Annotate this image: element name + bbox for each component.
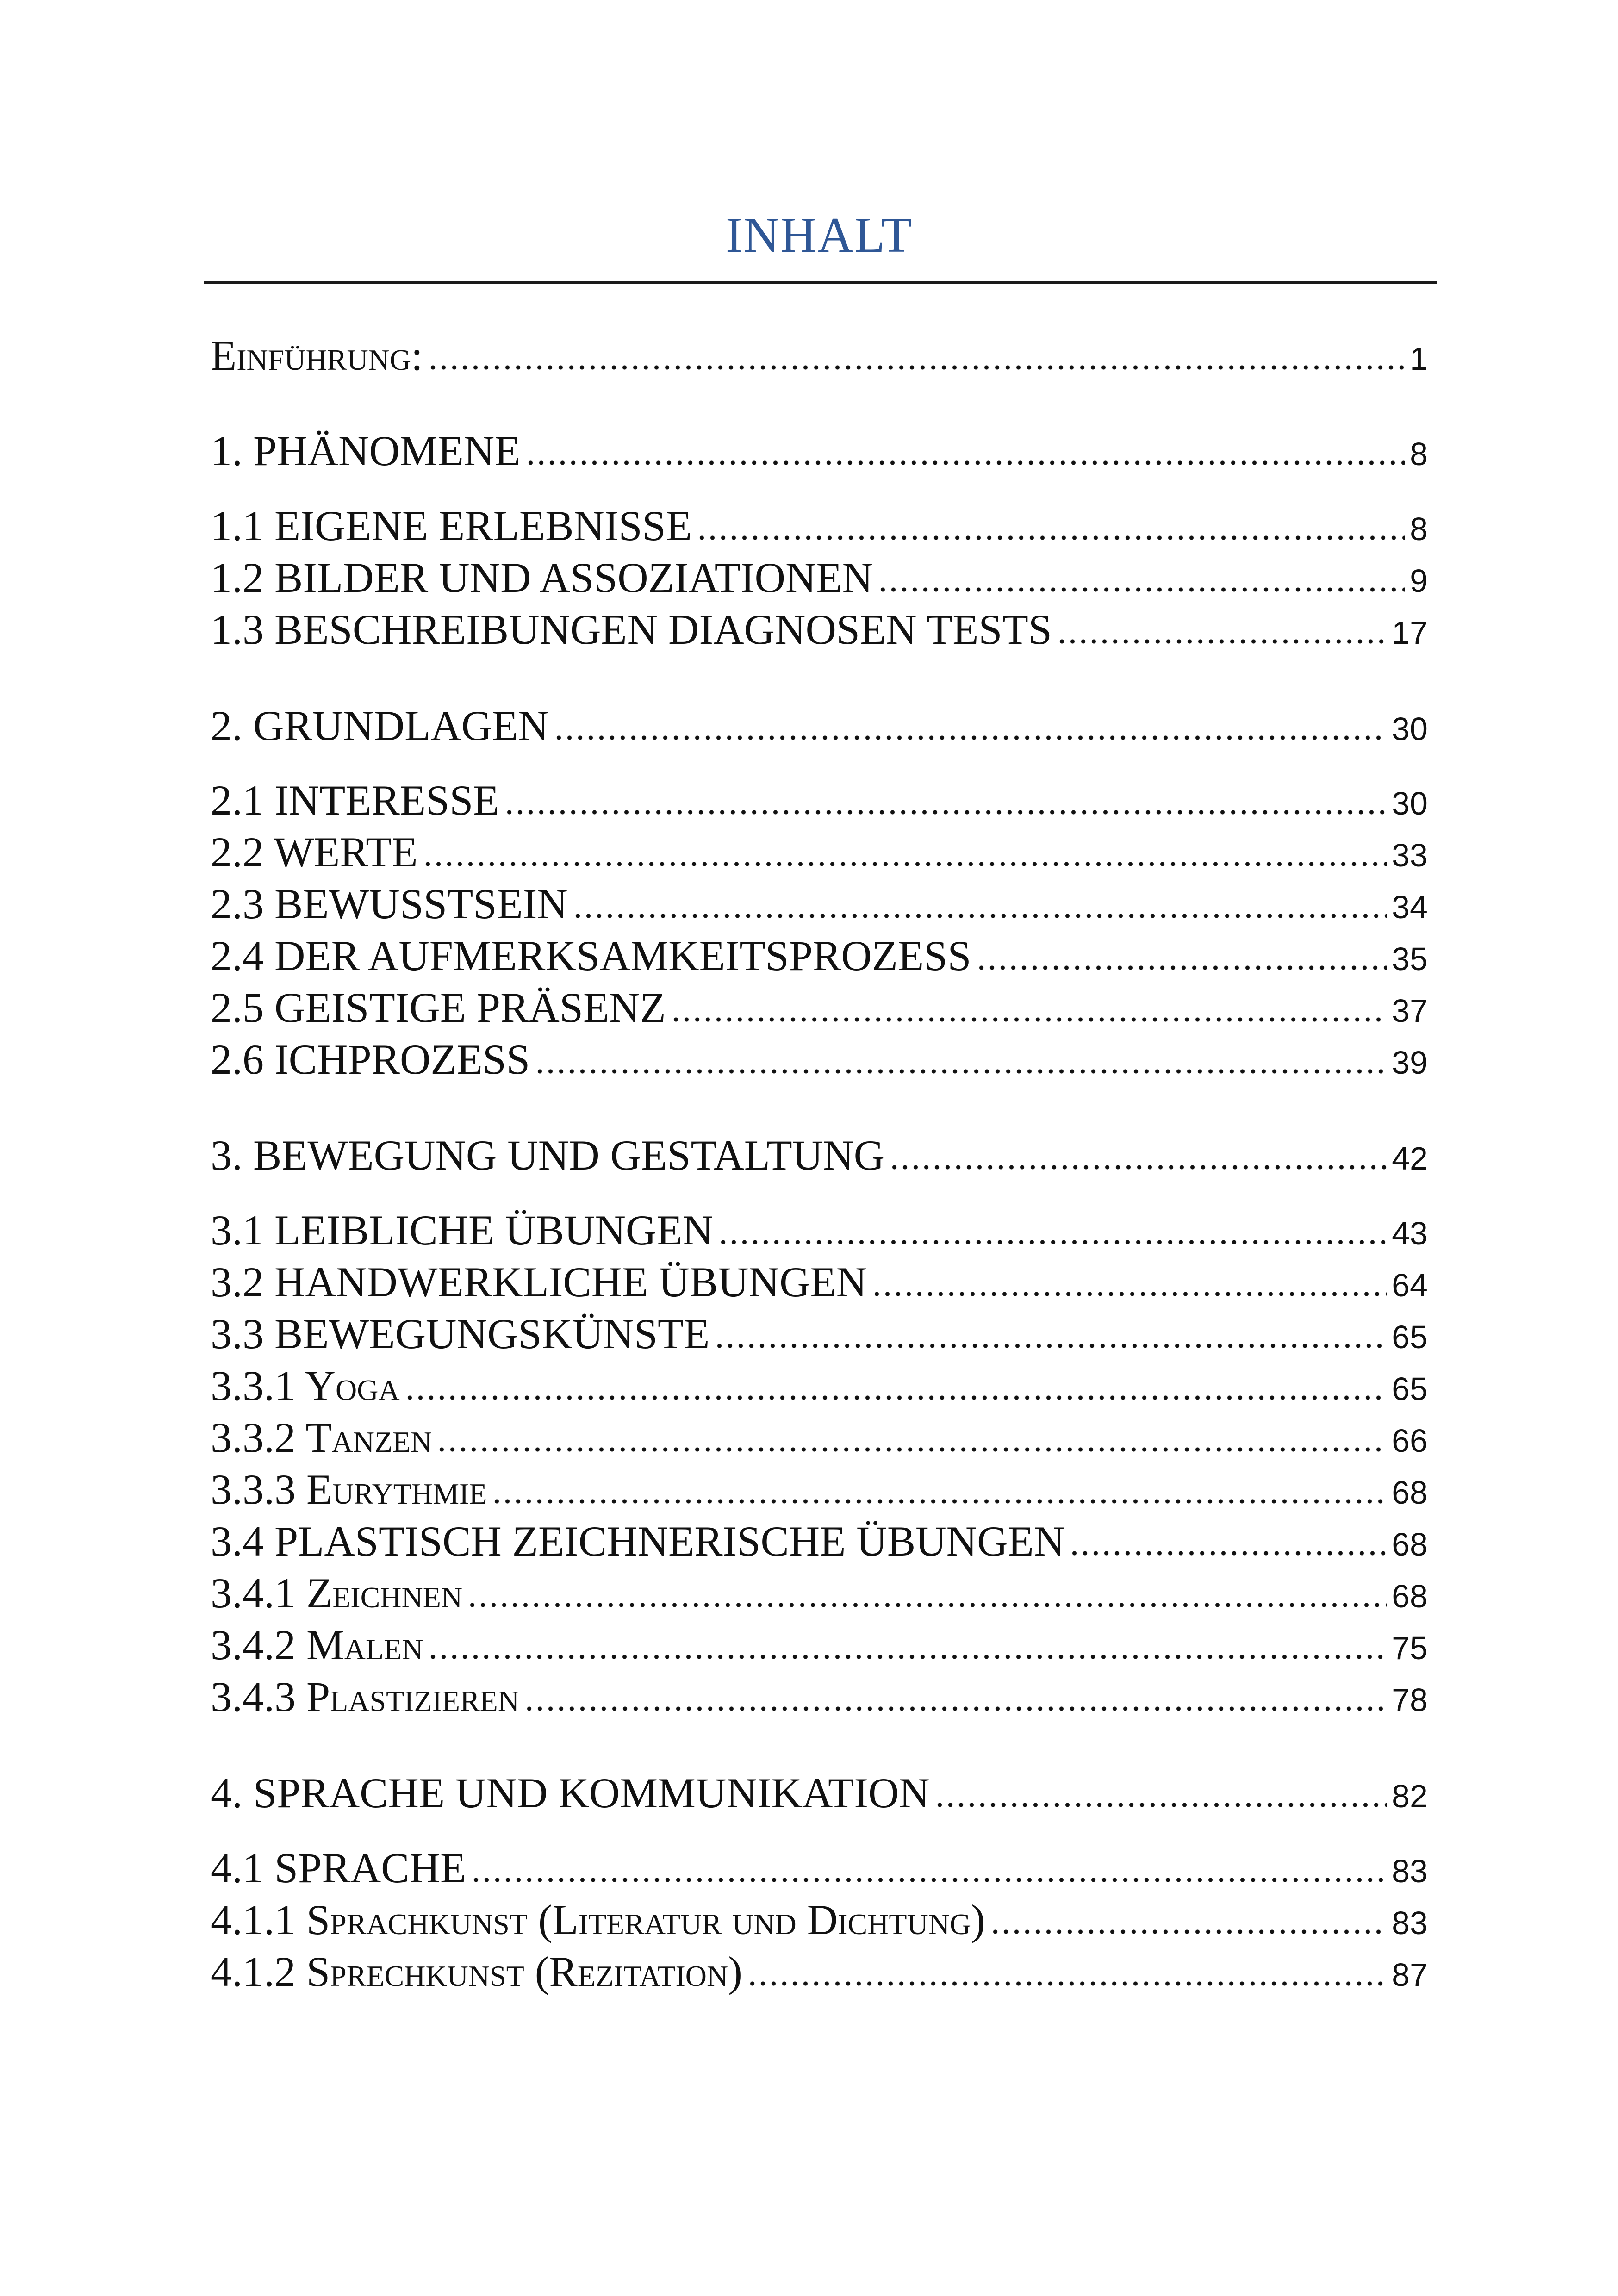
toc-entry[interactable]	[211, 1621, 1428, 1668]
toc-entry[interactable]	[211, 1569, 1428, 1617]
dot-leader	[718, 1227, 1387, 1244]
dot-leader	[877, 575, 1405, 592]
toc-page-number: 42	[1392, 1140, 1428, 1176]
dot-leader	[428, 353, 1405, 370]
toc-entry-label: 2.3 BEWUSSTSEIN	[211, 880, 568, 927]
toc-entry[interactable]	[211, 704, 1428, 747]
dot-leader	[573, 901, 1387, 918]
toc-entry[interactable]	[211, 1950, 1428, 1993]
dot-leader	[404, 1383, 1387, 1400]
toc-entry-label: 1.3 BESCHREIBUNGEN DIAGNOSEN TESTS	[211, 606, 1052, 653]
toc-entry[interactable]	[211, 334, 1428, 377]
dot-leader	[747, 1969, 1387, 1986]
dot-leader	[492, 1487, 1387, 1504]
dot-leader	[671, 1005, 1387, 1022]
toc-entry[interactable]	[211, 1364, 1428, 1407]
dot-leader	[1057, 627, 1387, 644]
page-title: INHALT	[726, 208, 913, 263]
dot-leader	[554, 723, 1387, 740]
toc-page-number: 68	[1392, 1578, 1428, 1614]
toc-entry-label: 2. GRUNDLAGEN	[211, 702, 549, 749]
toc-entry[interactable]	[211, 1898, 1428, 1941]
toc-entry-label: 4.1.1 Sprachkunst (Literatur und Dichtung)	[211, 1896, 985, 1943]
dot-leader	[697, 523, 1405, 540]
toc-entry-label: 3.4.3 Plastizieren	[211, 1673, 519, 1720]
dot-leader	[990, 1917, 1387, 1934]
toc-page-number: 35	[1392, 941, 1428, 977]
toc-entry-label: 3.4.1 Zeichnen	[211, 1569, 463, 1617]
toc-entry[interactable]	[211, 880, 1428, 927]
toc-page-number: 43	[1392, 1215, 1428, 1251]
toc-entry[interactable]	[211, 1844, 1428, 1892]
toc-entry-label: 3.2 HANDWERKLICHE ÜBUNGEN	[211, 1258, 867, 1306]
toc-entry-label: 3.3 BEWEGUNGSKÜNSTE	[211, 1310, 710, 1357]
toc-page-number: 9	[1410, 563, 1428, 599]
dot-leader	[436, 1435, 1387, 1452]
toc-entry[interactable]	[211, 1258, 1428, 1306]
toc-page-number: 37	[1392, 993, 1428, 1029]
toc-page-number: 64	[1392, 1267, 1428, 1303]
dot-leader	[714, 1331, 1387, 1348]
dot-leader	[871, 1279, 1387, 1296]
toc-entry-label: 3. BEWEGUNG UND GESTALTUNG	[211, 1132, 885, 1179]
toc-page-number: 34	[1392, 889, 1428, 925]
toc-page-number: 17	[1392, 615, 1428, 651]
toc-page-number: 65	[1392, 1319, 1428, 1355]
toc-entry-label: 3.4 PLASTISCH ZEICHNERISCHE ÜBUNGEN	[211, 1518, 1065, 1565]
toc-page-number: 66	[1392, 1423, 1428, 1459]
toc-entry[interactable]	[211, 1468, 1428, 1511]
dot-leader	[467, 1590, 1387, 1607]
dot-leader	[504, 797, 1388, 815]
dot-leader	[889, 1152, 1387, 1170]
dot-leader	[976, 953, 1388, 970]
toc-entry[interactable]	[211, 1518, 1428, 1565]
toc-entry[interactable]	[211, 934, 1428, 977]
toc-entry-label: 1. PHÄNOMENE	[211, 427, 521, 474]
toc-entry[interactable]	[211, 1769, 1428, 1817]
dot-leader	[525, 448, 1406, 465]
toc-entry-label: 2.4 DER AUFMERKSAMKEITSPROZESS	[211, 932, 971, 979]
toc-page-number: 1	[1410, 341, 1428, 377]
toc-page-number: 30	[1392, 785, 1428, 821]
toc-entry-label: 2.2 WERTE	[211, 828, 418, 876]
toc-entry[interactable]	[211, 777, 1428, 824]
toc-entry-label: 3.1 LEIBLICHE ÜBUNGEN	[211, 1207, 713, 1254]
toc-entry-label: 3.3.2 Tanzen	[211, 1414, 432, 1461]
toc-entry[interactable]	[211, 556, 1428, 599]
toc-entry-label: 4.1 SPRACHE	[211, 1844, 467, 1892]
toc-entry-label: 3.3.3 Eurythmie	[211, 1466, 487, 1513]
toc-page-number: 68	[1392, 1475, 1428, 1511]
dot-leader	[1069, 1538, 1387, 1556]
toc-entry-label: 2.5 GEISTIGE PRÄSENZ	[211, 984, 666, 1031]
toc-entry-label: 4.1.2 Sprechkunst (Rezitation)	[211, 1948, 742, 1995]
toc-entry-label: 2.6 ICHPROZESS	[211, 1036, 530, 1083]
toc-entry[interactable]	[211, 1132, 1428, 1179]
toc-entry[interactable]	[211, 986, 1428, 1029]
toc-page-number: 8	[1410, 436, 1428, 472]
toc-entry[interactable]	[211, 608, 1428, 651]
toc-entry[interactable]	[211, 429, 1428, 472]
toc-page-number: 33	[1392, 837, 1428, 873]
toc-page-number: 39	[1392, 1045, 1428, 1081]
toc-entry-label: 1.1 EIGENE ERLEBNISSE	[211, 502, 692, 549]
toc-page-number: 68	[1392, 1526, 1428, 1562]
toc-entry[interactable]	[211, 504, 1428, 547]
toc-entry[interactable]	[211, 1038, 1428, 1081]
toc-page-number: 83	[1392, 1853, 1428, 1889]
toc-page-number: 8	[1410, 511, 1428, 547]
dot-leader	[524, 1694, 1387, 1711]
dot-leader	[428, 1642, 1387, 1659]
toc-entry-label: 3.3.1 Yoga	[211, 1362, 400, 1409]
dot-leader	[934, 1790, 1387, 1807]
toc-entry-label: Einführung:	[211, 332, 423, 379]
toc-entry[interactable]	[211, 1675, 1428, 1718]
toc-page-number: 30	[1392, 711, 1428, 747]
toc-page-number: 87	[1392, 1957, 1428, 1993]
toc-entry-label: 2.1 INTERESSE	[211, 777, 499, 824]
toc-entry[interactable]	[211, 828, 1428, 876]
toc-entry[interactable]	[211, 1416, 1428, 1459]
dot-leader	[535, 1057, 1387, 1074]
toc-entry[interactable]	[211, 1310, 1428, 1357]
toc-page-number: 75	[1392, 1630, 1428, 1666]
toc-page-number: 82	[1392, 1778, 1428, 1814]
toc-entry-label: 4. SPRACHE UND KOMMUNIKATION	[211, 1769, 930, 1817]
toc-entry[interactable]	[211, 1207, 1428, 1254]
dot-leader	[471, 1865, 1387, 1882]
toc-page-number: 83	[1392, 1905, 1428, 1941]
dot-leader	[423, 849, 1388, 866]
toc-entry-label: 1.2 BILDER UND ASSOZIATIONEN	[211, 554, 873, 601]
toc-entry-label: 3.4.2 Malen	[211, 1621, 423, 1668]
toc-page-number: 65	[1392, 1371, 1428, 1407]
toc-page-number: 78	[1392, 1682, 1428, 1718]
